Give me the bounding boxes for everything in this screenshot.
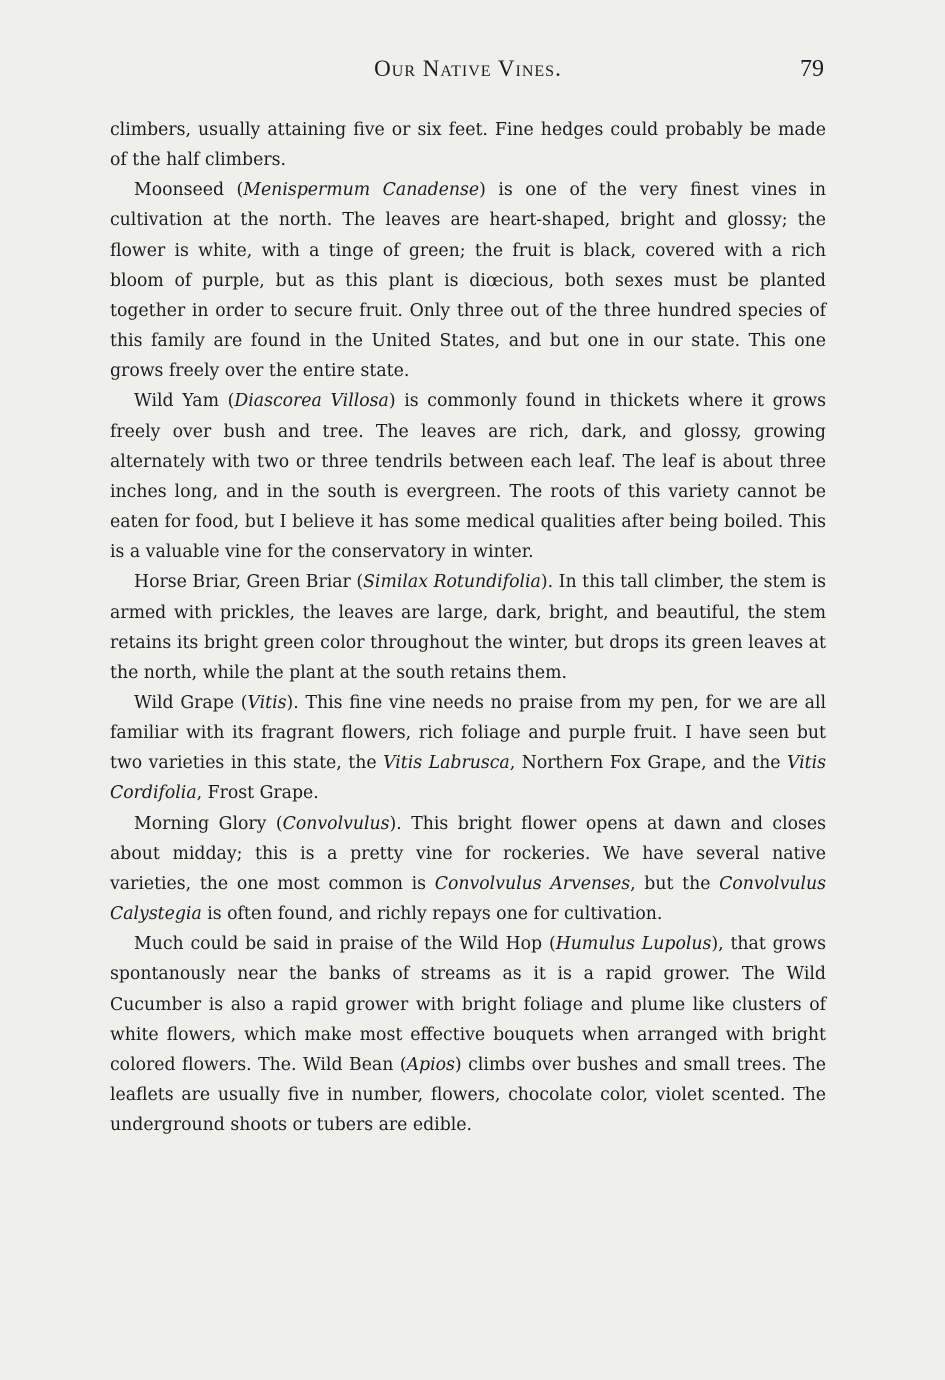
text-run: , Northern Fox Grape, and the <box>509 753 787 774</box>
page-number: 79 <box>800 56 824 82</box>
text-run: Wild Yam ( <box>134 391 235 412</box>
running-title: Our Native Vines. <box>374 56 562 81</box>
botanical-name: Vitis Cordifolia <box>110 753 826 804</box>
paragraph-climbers <box>110 115 826 175</box>
paragraph-wild-hop <box>110 929 826 1140</box>
botanical-name: Similax Rotundifolia <box>363 572 541 593</box>
text-run: Moonseed ( <box>134 180 244 201</box>
text-run: is often found, and richly repays one for cultivation. <box>201 904 663 925</box>
paragraph-moonseed <box>110 175 826 386</box>
botanical-name: Convolvulus Calystegia <box>110 873 826 925</box>
text-run: ). This bright flower opens at dawn and closes about midday; this is a pretty vine for rockeries. We have several native varieties, the one most common is <box>110 813 826 894</box>
paragraph-morning-glory <box>110 809 826 930</box>
text-run: , Frost Grape. <box>196 783 319 804</box>
body-text <box>110 115 826 1140</box>
botanical-name: Humulus Lupolus <box>555 934 712 955</box>
text-run: ) is one of the very finest vines in cultivation at the north. The leaves are heart-shaped, bright and glossy; the flower is white, with a tinge of green; the fruit is black, covered with a rich bloom of purple, but as this plant is diœcious, both sexes must be planted together in order to secure fruit. Only three out of the three hundred species of this family are found in the United States, and but one in our state. This one grows freely over the entire state. <box>110 180 826 382</box>
botanical-name: Menispermum Canadense <box>243 180 480 201</box>
text-run: climbers, usually attaining five or six feet. Fine hedges could probably be made of the half climbers. <box>110 120 826 171</box>
botanical-name: Convolvulus Arvenses <box>434 873 631 894</box>
botanical-name: Diascorea Villosa <box>234 391 389 412</box>
botanical-name: Apios <box>406 1054 455 1075</box>
botanical-name: Vitis <box>247 692 287 713</box>
text-run: ), that grows spontanously near the banks of streams as it is a rapid grower. The Wild Cucumber is also a rapid grower with bright foliage and plume like clusters of white flowers, which make most effective bouquets when arranged with bright colored flowers. The. Wild Bean ( <box>110 934 827 1075</box>
page-header <box>110 56 826 88</box>
paragraph-wild-yam <box>110 386 826 567</box>
text-run: ). This fine vine needs no praise from my pen, for we are all familiar with its fragrant flowers, rich foliage and purple fruit. I have seen but two varieties in this state, the <box>110 692 827 774</box>
paragraph-horse-briar <box>110 567 826 688</box>
text-run: Much could be said in praise of the Wild Hop ( <box>134 934 556 955</box>
text-run: Horse Briar, Green Briar ( <box>134 572 364 593</box>
botanical-name: Vitis Labrusca <box>383 753 510 774</box>
text-run: , but the <box>630 873 720 894</box>
paragraph-wild-grape <box>110 688 826 809</box>
text-run: Morning Glory ( <box>134 813 283 834</box>
botanical-name: Convolvulus <box>282 813 390 834</box>
text-run: ) climbs over bushes and small trees. The leaflets are usually five in number, flowers, chocolate color, violet scented. The underground shoots or tubers are edible. <box>110 1054 827 1136</box>
text-run: Wild Grape ( <box>134 692 248 713</box>
text-run: ) is commonly found in thickets where it grows freely over bush and tree. The leaves are rich, dark, and glossy, growing alternately with two or three tendrils between each leaf. The leaf is about three inches long, and in the south is evergreen. The roots of this variety cannot be eaten for food, but I believe it has some medical qualities after being boiled. This is a valuable vine for the conservatory in winter. <box>110 391 826 563</box>
text-run: ). In this tall climber, the stem is armed with prickles, the leaves are large, dark, bright, and beautiful, the stem retains its bright green color throughout the winter, but drops its green leaves at the north, while the plant at the south retains them. <box>110 572 826 683</box>
